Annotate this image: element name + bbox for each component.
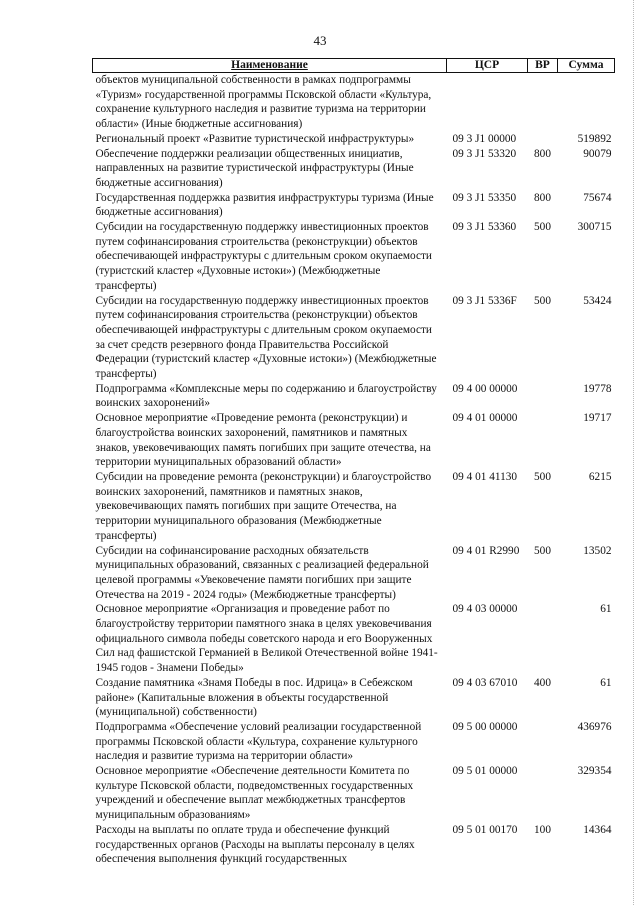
table-row [93, 764, 615, 823]
row-csr: 09 4 01 41130 [452, 470, 518, 483]
table-row [93, 191, 615, 220]
page-number: 43 [313, 33, 327, 48]
row-name: Основное мероприятие «Проведение ремонта (реконструкции) и благоустройства воинских захоронений, памятников и памятных знаков, увековечивающих память погибших при защите отечества, на территории муниципальных образований области» [95, 412, 431, 469]
row-vr [528, 73, 558, 132]
row-csr: 09 3 J1 53350 [452, 191, 517, 204]
header-name: Наименование [93, 59, 447, 73]
row-csr: 09 3 J1 00000 [452, 132, 517, 145]
table-row [93, 823, 615, 867]
row-csr: 09 3 J1 53360 [452, 221, 517, 234]
budget-table-container [92, 58, 614, 867]
row-name: Создание памятника «Знамя Победы в пос. Идрица» в Себежском районе» (Капитальные вложения в объекты государственной (муниципальной) собственности) [95, 676, 413, 719]
header-sum: Сумма [558, 59, 615, 73]
header-vr: ВР [528, 59, 558, 73]
row-csr: 09 5 01 00000 [452, 765, 518, 778]
header-row [93, 59, 615, 73]
table-row [93, 411, 615, 470]
row-sum: 90079 [583, 147, 612, 160]
table-row [93, 720, 615, 764]
row-name: Подпрограмма «Комплексные меры по содержанию и благоустройству воинских захоронений» [95, 382, 437, 410]
row-vr [528, 132, 558, 147]
row-csr: 09 4 01 R2990 [452, 544, 520, 557]
row-vr: 500 [534, 294, 551, 307]
row-vr [528, 764, 558, 823]
table-row [93, 382, 615, 411]
row-vr [528, 382, 558, 411]
table-row [93, 220, 615, 294]
row-sum: 61 [600, 603, 612, 616]
row-sum: 519892 [577, 132, 612, 145]
row-vr [528, 720, 558, 764]
row-sum: 436976 [577, 720, 612, 733]
row-name: Субсидии на государственную поддержку инвестиционных проектов путем софинансирования строительства (реконструкции) объектов обеспечивающей инфраструктуры с длительным сроком окупаемости за счет средств резервного фонда Правительства Российской Федерации (туристский кластер «Духовные истоки») (Межбюджетные трансферты) [95, 294, 437, 381]
table-row [93, 544, 615, 603]
row-sum: 53424 [583, 294, 612, 307]
row-name: Региональный проект «Развитие туристической инфраструктуры» [95, 132, 415, 145]
row-csr: 09 3 J1 5336F [452, 294, 517, 307]
row-sum: 75674 [583, 191, 612, 204]
row-csr: 09 4 00 00000 [452, 382, 518, 395]
row-name: Субсидии на проведение ремонта (реконструкции) и благоустройство воинских захоронений, памятников и памятных знаков, увековечивающих память погибших при защите Отечества, на территории муниципального образования (Межбюджетные трансферты) [95, 470, 432, 542]
row-vr [528, 411, 558, 470]
row-csr: 09 5 01 00170 [452, 823, 518, 836]
row-csr: 09 4 01 00000 [452, 412, 518, 425]
row-name: Обеспечение поддержки реализации общественных инициатив, направленных на развитие туристической инфраструктуры (Иные бюджетные ассигнования) [95, 147, 414, 189]
header-csr: ЦСР [447, 59, 528, 73]
row-name: Основное мероприятие «Обеспечение деятельности Комитета по культуре Псковской области, подведомственных государственных учреждений и обеспечение выплат межбюджетных трансфертов муниципальным образованиям» [95, 765, 414, 822]
row-vr: 500 [534, 544, 551, 557]
row-csr: 09 4 03 00000 [452, 603, 518, 616]
scan-edge-line [632, 0, 634, 905]
row-sum: 329354 [577, 765, 612, 778]
row-sum: 6215 [588, 470, 612, 483]
row-vr: 800 [534, 147, 551, 160]
row-sum: 61 [600, 676, 612, 689]
budget-table [92, 58, 615, 867]
row-vr: 800 [534, 191, 551, 204]
row-sum: 14364 [583, 823, 612, 836]
row-sum [558, 73, 615, 132]
row-vr: 100 [534, 823, 551, 836]
row-sum: 19717 [583, 412, 612, 425]
row-name: Подпрограмма «Обеспечение условий реализации государственной программы Псковской области «Культура, сохранение культурного наследия и развитие туризма на территории области» [95, 720, 422, 763]
row-name: Основное мероприятие «Организация и проведение работ по благоустройству территории памятного знака в целях увековечивания официального символа победы советского народа и его Вооруженных Сил над фашистской Германией в Великой Отечественной войне 1941-1945 годов - Знамени Победы» [95, 603, 438, 675]
row-name: Государственная поддержка развития инфраструктуры туризма (Иные бюджетные ассигнования) [95, 191, 434, 219]
table-row [93, 147, 615, 191]
row-sum: 19778 [583, 382, 612, 395]
row-csr [447, 73, 528, 132]
row-vr: 400 [534, 676, 551, 689]
row-csr: 09 4 03 67010 [452, 676, 518, 689]
row-csr: 09 3 J1 53320 [452, 147, 517, 160]
row-vr: 500 [534, 470, 551, 483]
row-vr [528, 602, 558, 676]
table-row [93, 132, 615, 147]
table-body [93, 73, 615, 867]
row-name: Субсидии на государственную поддержку инвестиционных проектов путем софинансирования строительства (реконструкции) объектов обеспечивающей инфраструктуры с длительным сроком окупаемости (туристский кластер «Духовные истоки») (Межбюджетные трансферты) [95, 221, 432, 292]
table-header [93, 59, 615, 73]
row-csr: 09 5 00 00000 [452, 720, 518, 733]
row-name: Расходы на выплаты по оплате труда и обеспечение функций государственных органов (Расходы на выплаты персоналу в целях обеспечения выполнения функций государственных [95, 823, 415, 866]
row-name: объектов муниципальной собственности в рамках подпрограммы «Туризм» государственной программы Псковской области «Культура, сохранение культурного наследия и развитие туризма на территории области» (Иные бюджетные ассигнования) [95, 74, 432, 131]
row-sum: 13502 [583, 544, 612, 557]
row-vr: 500 [534, 221, 551, 234]
table-row [93, 294, 615, 382]
table-row [93, 470, 615, 544]
table-row [93, 73, 615, 132]
table-row [93, 602, 615, 676]
table-row [93, 676, 615, 720]
row-sum: 300715 [577, 221, 612, 234]
row-name: Субсидии на софинансирование расходных обязательств муниципальных образований, связанных с реализацией федеральной целевой программы «Увековечение памяти погибших при защите Отечества на 2019 - 2024 годы» (Межбюджетные трансферты) [95, 544, 429, 601]
